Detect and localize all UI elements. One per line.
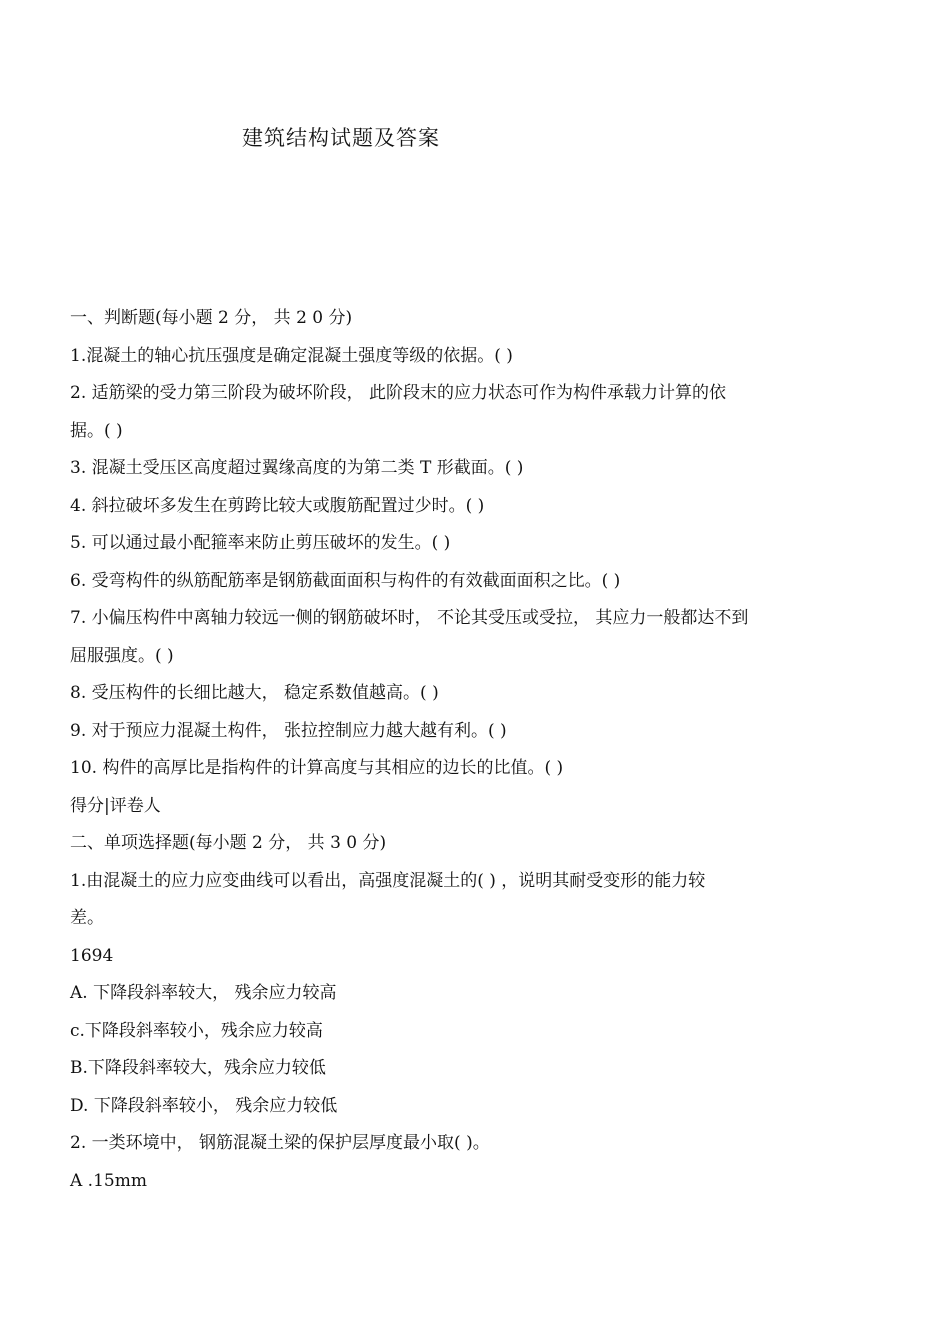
- question-line: 7. 小偏压构件中离轴力较远一侧的钢筋破坏时， 不论其受压或受拉， 其应力一般都达不到: [70, 608, 749, 628]
- section-heading-single-choice: 二、单项选择题(每小题 2 分， 共 3 0 分): [70, 833, 387, 853]
- question-line: 5. 可以通过最小配箍率来防止剪压破坏的发生。( ): [70, 533, 451, 553]
- question-line: 1.由混凝土的应力应变曲线可以看出，高强度混凝土的( ) ，说明其耐受变形的能力较: [70, 870, 706, 891]
- question-line: 差。: [70, 908, 104, 928]
- option-line: B.下降段斜率较大，残余应力较低: [70, 1058, 326, 1078]
- option-line: A .15mm: [70, 1170, 147, 1191]
- document-title: 建筑结构试题及答案: [242, 126, 440, 150]
- question-line: 10. 构件的高厚比是指构件的计算高度与其相应的边长的比值。( ): [70, 758, 564, 778]
- question-line: 屈服强度。( ): [70, 645, 174, 666]
- question-line: 据。( ): [70, 420, 123, 441]
- question-line: 8. 受压构件的长细比越大， 稳定系数值越高。( ): [70, 683, 439, 703]
- option-line: D. 下降段斜率较小， 残余应力较低: [70, 1095, 338, 1116]
- question-line: 1.混凝土的轴心抗压强度是确定混凝土强度等级的依据。( ): [70, 345, 513, 366]
- question-line: 2. 一类环境中， 钢筋混凝土梁的保护层厚度最小取( )。: [70, 1133, 490, 1153]
- question-line: 6. 受弯构件的纵筋配筋率是钢筋截面面积与构件的有效截面面积之比。( ): [70, 570, 621, 591]
- document-body: [70, 300, 870, 1200]
- option-line: c.下降段斜率较小，残余应力较高: [70, 1020, 323, 1041]
- question-line: 3. 混凝土受压区高度超过翼缘高度的为第二类 T 形截面。( ): [70, 458, 524, 478]
- section-heading-true-false: 一、判断题(每小题 2 分， 共 2 0 分): [70, 308, 353, 328]
- question-line: 2. 适筋梁的受力第三阶段为破坏阶段， 此阶段末的应力状态可作为构件承载力计算的依: [70, 383, 727, 403]
- option-line: A. 下降段斜率较大， 残余应力较高: [70, 983, 337, 1003]
- question-line: 9. 对于预应力混凝土构件， 张拉控制应力越大越有利。( ): [70, 720, 507, 741]
- question-line: 4. 斜拉破坏多发生在剪跨比较大或腹筋配置过少时。( ): [70, 495, 485, 516]
- score-label: 得分|评卷人: [70, 795, 161, 816]
- code-number: 1694: [70, 945, 114, 966]
